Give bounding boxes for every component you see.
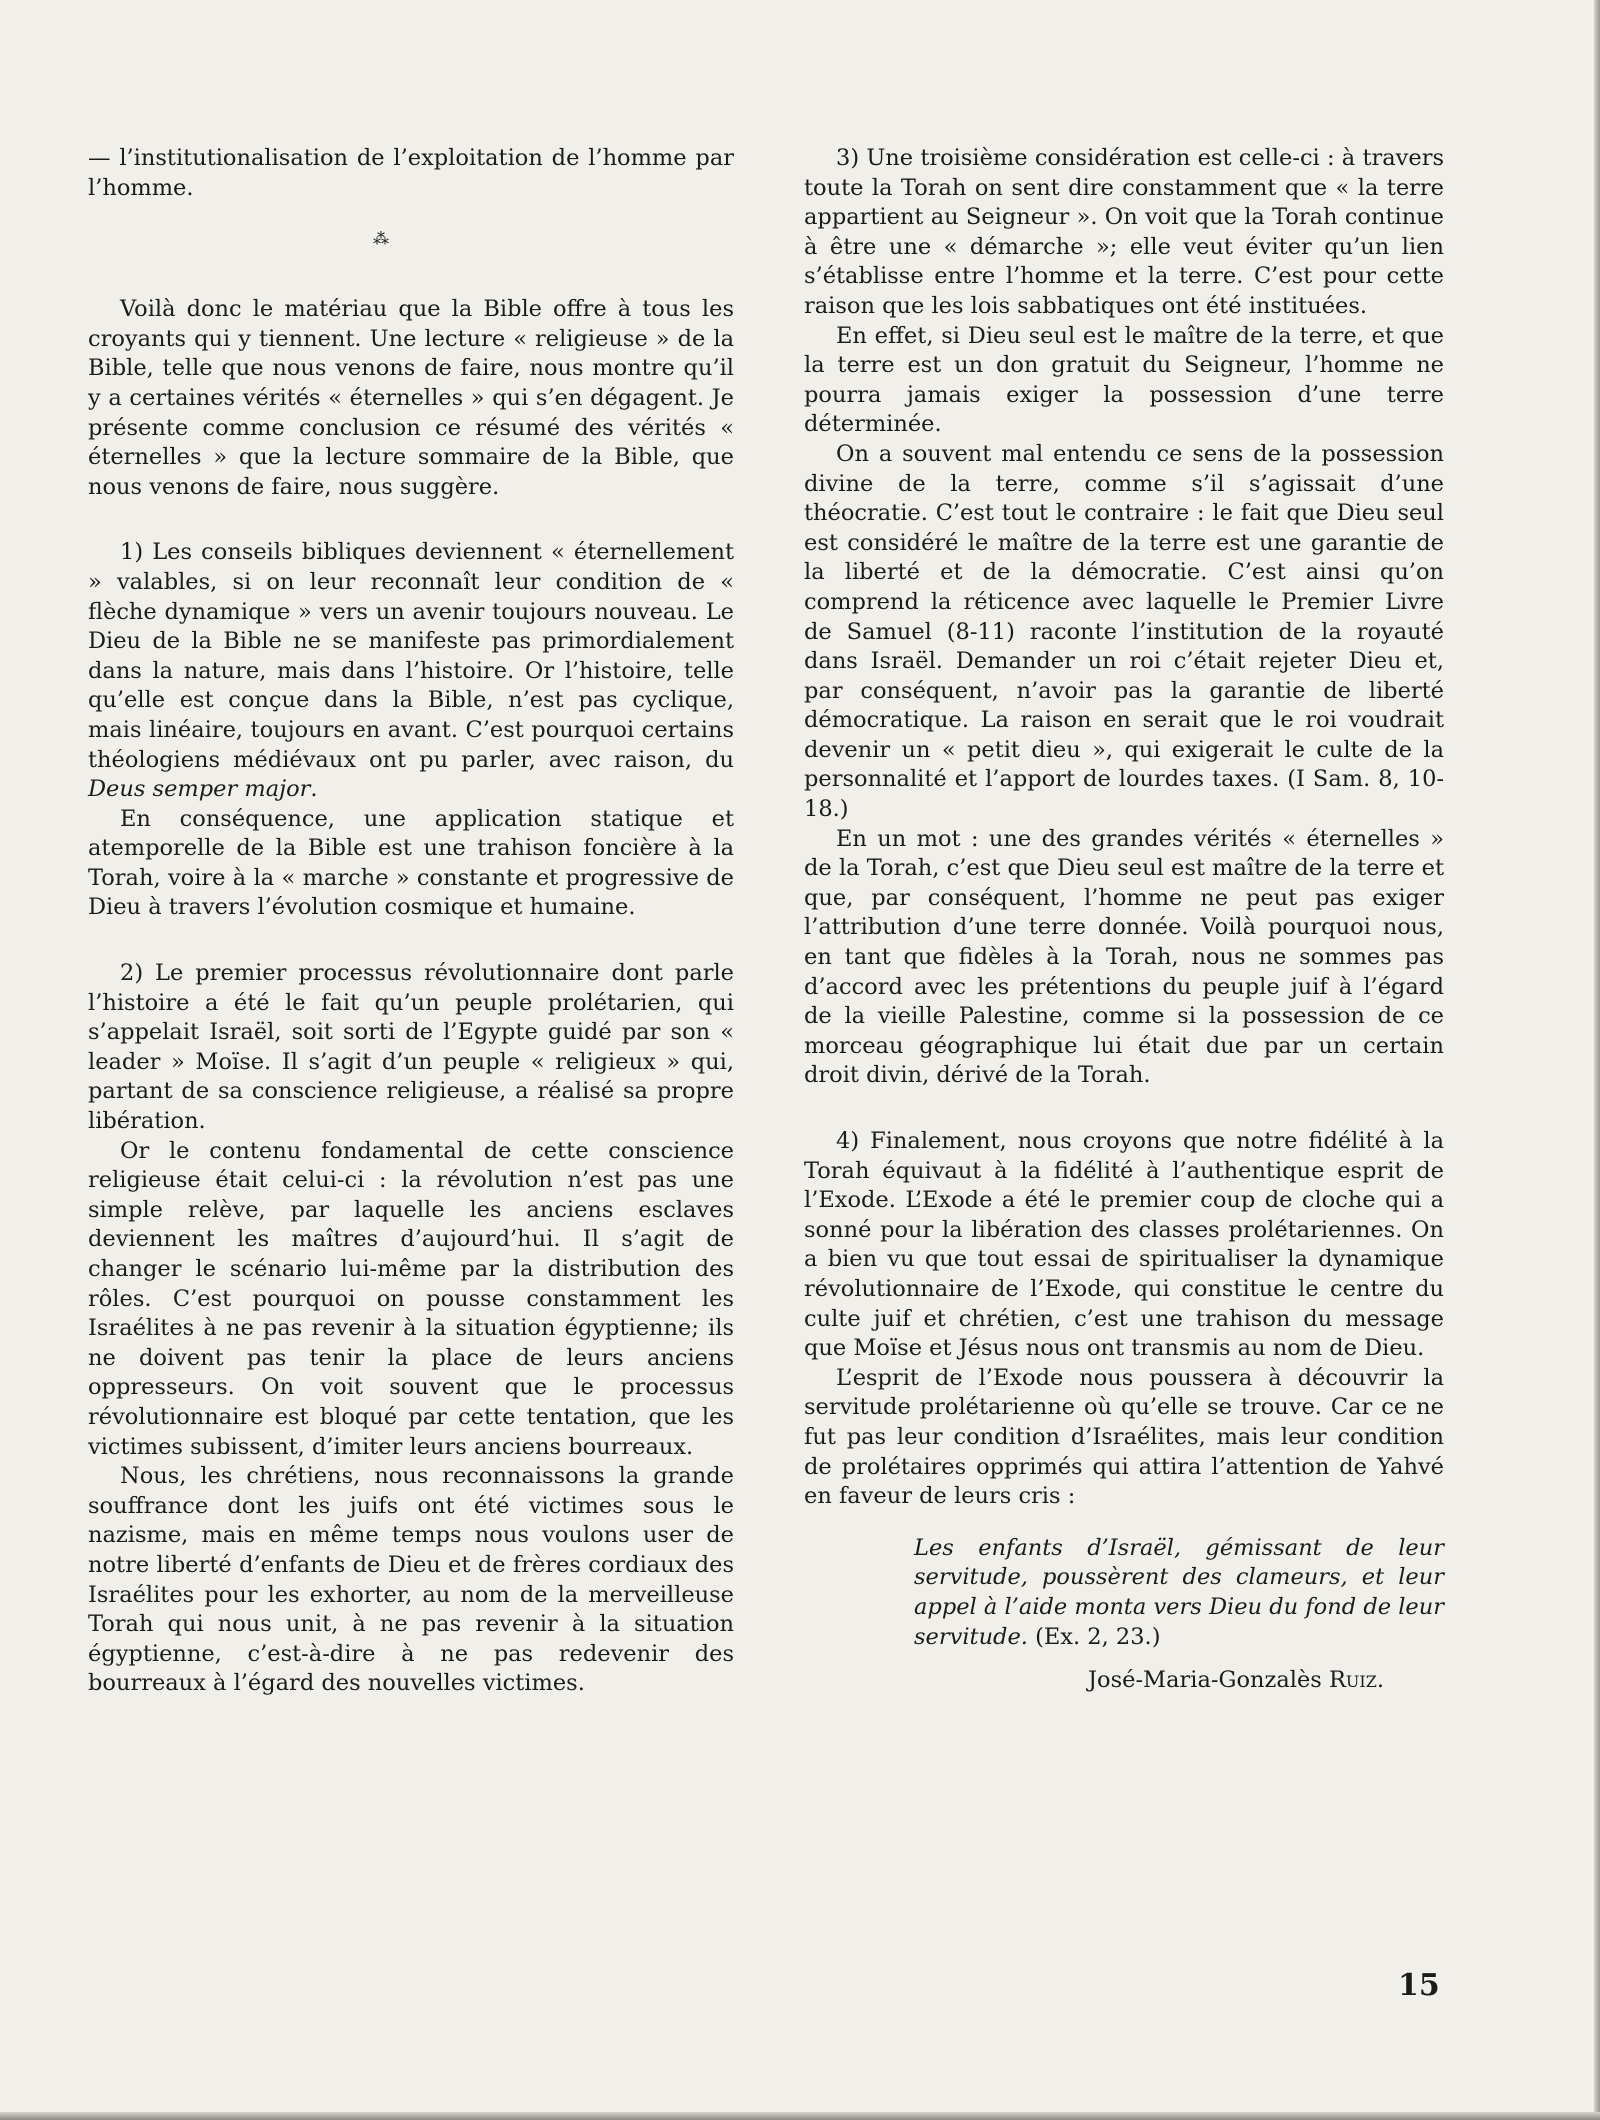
paragraph-consequence: En conséquence, une application statique et atemporelle de la Bible est une trahison foncière à la Torah, voire à la « marche » constante et progressive de Dieu à travers l’évolution cosmique et humaine. <box>88 805 734 921</box>
page-edge-shadow <box>1594 0 1600 2120</box>
right-column <box>804 144 1444 1696</box>
period: . <box>310 776 318 803</box>
bible-quote <box>804 1534 1444 1652</box>
latin-phrase: Deus semper major <box>88 776 311 803</box>
quote-reference: (Ex. 2, 23.) <box>1027 1623 1161 1650</box>
opening-lines: — l’institutionalisation de l’exploitation de l’homme par l’homme. <box>88 145 734 201</box>
section-separator: ⁂ <box>373 229 389 249</box>
paragraph-point-3: 3) Une troisième considération est celle-ci : à travers toute la Torah on sent dire constamment que « la terre appartient au Seigneur ». On voit que la Torah continue à être une « démarche »; elle veut éviter qu’un lien s’établisse entre l’homme et la terre. C’est pour cette raison que les lois sabbatiques ont été instituées. <box>804 145 1444 319</box>
page-bottom-shadow <box>0 2112 1600 2120</box>
author-signature <box>804 1666 1444 1696</box>
signature-period: . <box>1376 1667 1384 1694</box>
paragraph-en-un-mot: En un mot : une des grandes vérités « éternelles » de la Torah, c’est que Dieu seul est maître de la terre et que, par conséquent, l’homme ne peut pas exiger l’attribution d’une terre donnée. Voilà pourquoi nous, en tant que fidèles à la Torah, nous ne sommes pas d’accord avec les prétentions du peuple juif à l’égard de la vieille Palestine, comme si la possession de ce morceau géographique lui était due par un certain droit divin, dérivé de la Torah. <box>804 825 1444 1089</box>
paragraph-exode-spirit: L’esprit de l’Exode nous poussera à découvrir la servitude prolétarienne où qu’elle se trouve. Car ce ne fut pas leur condition d’Israélites, mais leur condition de prolétaires opprimés qui attira l’attention de Yahvé en faveur de leurs cris : <box>804 1364 1444 1510</box>
paragraph-intro: Voilà donc le matériau que la Bible offre à tous les croyants qui y tiennent. Une lecture « religieuse » de la Bible, telle que nous venons de faire, nous montre qu’il y a certaines vérités « éternelles » qui s’en dégagent. Je présente comme conclusion ce résumé des vérités « éternelles » que la lecture sommaire de la Bible, que nous venons de faire, nous suggère. <box>88 296 734 500</box>
paragraph-point-4: 4) Finalement, nous croyons que notre fidélité à la Torah équivaut à la fidélité à l’authentique esprit de l’Exode. L’Exode a été le premier coup de cloche qui a sonné pour la libération des classes prolétariennes. On a bien vu que tout essai de spiritualiser la dynamique révolutionnaire de l’Exode, qui constitue le centre du culte juif et chrétien, c’est une trahison du message que Moïse et Jésus nous ont transmis au nom de Dieu. <box>804 1128 1444 1362</box>
paragraph-point-2: 2) Le premier processus révolutionnaire dont parle l’histoire a été le fait qu’un peuple prolétarien, qui s’appelait Israël, soit sorti de l’Egypte guidé par son « leader » Moïse. Il s’agit d’un peuple « religieux » qui, partant de sa conscience religieuse, a réalisé sa propre libération. <box>88 960 734 1135</box>
paragraph-point-1-text: 1) Les conseils bibliques deviennent « éternellement » valables, si on leur reconnaît leur condition de « flèche dynamique » vers un avenir toujours nouveau. Le Dieu de la Bible ne se manifeste pas primordialement dans la nature, mais dans l’histoire. Or l’histoire, telle qu’elle est conçue dans la Bible, n’est pas cyclique, mais linéaire, toujours en avant. C’est pourquoi certains théologiens médiévaux ont pu parler, avec raison, du <box>88 539 734 773</box>
paragraph-christians: Nous, les chrétiens, nous reconnaissons la grande souffrance dont les juifs ont été victimes sous le nazisme, mais en même temps nous voulons user de notre liberté d’enfants de Dieu et de frères cordiaux des Israélites pour les exhorter, au nom de la merveilleuse Torah qui nous unit, à ne pas revenir à la situation égyptienne, c’est-à-dire à ne pas redevenir des bourreaux à l’égard des nouvelles victimes. <box>88 1463 734 1697</box>
paragraph-en-effet: En effet, si Dieu seul est le maître de la terre, et que la terre est un don gratuit du Seigneur, l’homme ne pourra jamais exiger la possession d’une terre déterminée. <box>804 322 1444 438</box>
author-last-name: Ruiz <box>1328 1667 1377 1694</box>
page-number: 15 <box>1398 1968 1440 2003</box>
quote-text: Les enfants d’Israël, gémissant de leur servitude, poussèrent des clameurs, et leur appel à l’aide monta vers Dieu du fond de leur servitude. <box>914 1534 1444 1650</box>
paragraph-theocracy: On a souvent mal entendu ce sens de la possession divine de la terre, comme s’il s’agissait d’une théocratie. C’est tout le contraire : le fait que Dieu seul est considéré le maître de la terre est une garantie de la liberté et de la démocratie. C’est ainsi qu’on comprend la réticence avec laquelle le Premier Livre de Samuel (8-11) raconte l’institution de la royauté dans Israël. Demander un roi c’était rejeter Dieu et, par conséquent, n’avoir pas la garantie de liberté démocratique. La raison en serait que le roi voudrait devenir un « petit dieu », qui exigerait le culte de la personnalité et l’apport de lourdes taxes. (I Sam. 8, 10-18.) <box>804 440 1444 823</box>
left-column <box>88 144 734 1699</box>
author-first-names: José-Maria-Gonzalès <box>1088 1667 1329 1694</box>
paragraph-point-1 <box>88 538 734 804</box>
paragraph-revolution: Or le contenu fondamental de cette conscience religieuse était celui-ci : la révolution n’est pas une simple relève, par laquelle les anciens esclaves deviennent les maîtres d’aujourd’hui. Il s’agit de changer le scénario lui-même par la distribution des rôles. C’est pourquoi on pousse constamment les Israélites à ne pas revenir à la situation égyptienne; ils ne doivent pas tenir la place de leurs anciens oppresseurs. On voit souvent que le processus révolutionnaire est bloqué par cette tentation, que les victimes subissent, d’imiter leurs anciens bourreaux. <box>88 1137 734 1460</box>
